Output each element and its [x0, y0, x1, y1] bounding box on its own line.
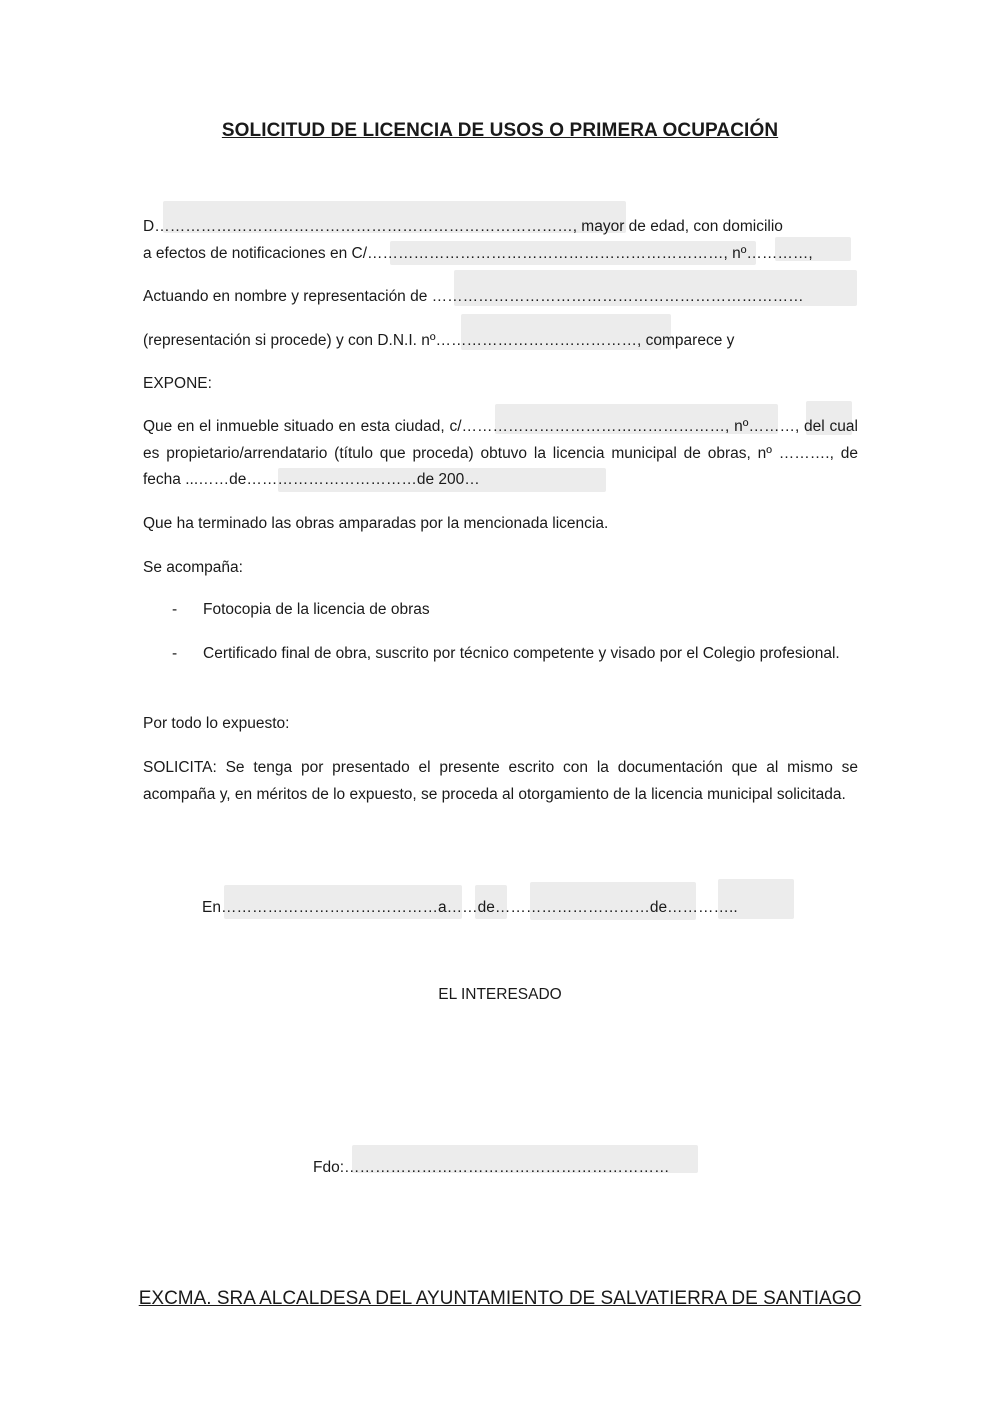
obras-terminadas-text: Que ha terminado las obras amparadas por la mencionada licencia. [143, 515, 609, 532]
bullet-fotocopia: Fotocopia de la licencia de obras [203, 601, 430, 618]
place-date-line: En……………………………………a……de…………………………de………….. [202, 899, 738, 916]
solicita-paragraph: SOLICITA: Se tenga por presentado el presente escrito con la documentación que al mismo se acompaña y, en méritos de lo expuesto, se proceda al otorgamiento de la licencia municipal solicitada. [143, 759, 858, 803]
expone-paragraph: Que en el inmueble situado en esta ciudad, c/……………………………………………, nº………, del cual es propietario/arrendatario (título que proceda) obtuvo la licencia municipal de obras, nº ………., de fecha ...……de……………………………de 200… [143, 418, 858, 488]
bullet-certificado: Certificado final de obra, suscrito por técnico competente y visado por el Colegio profesional. [203, 645, 840, 662]
representation-line: Actuando en nombre y representación de ……………………………………………………………… [143, 288, 804, 305]
address-line: a efectos de notificaciones en C/……………………………………………………………, nº…………, [143, 245, 813, 262]
bullet-marker: - [172, 601, 178, 618]
signature-line: Fdo:……………………………………………………… [313, 1159, 670, 1176]
addressee-footer: EXCMA. SRA ALCALDESA DEL AYUNTAMIENTO DE SALVATIERRA DE SANTIAGO [138, 1288, 862, 1309]
applicant-line: D………………………………………………………………………, mayor de edad, con domicilio [143, 218, 783, 235]
dni-line: (representación si procede) y con D.N.I. nº…………………………………, comparece y [143, 332, 735, 349]
acompana-heading: Se acompaña: [143, 559, 243, 576]
expone-heading: EXPONE: [143, 375, 212, 392]
document-title: SOLICITUD DE LICENCIA DE USOS O PRIMERA OCUPACIÓN [221, 120, 779, 141]
por-todo-text: Por todo lo expuesto: [143, 715, 290, 732]
bullet-marker: - [172, 645, 178, 662]
interesado-label: EL INTERESADO [438, 986, 562, 1003]
